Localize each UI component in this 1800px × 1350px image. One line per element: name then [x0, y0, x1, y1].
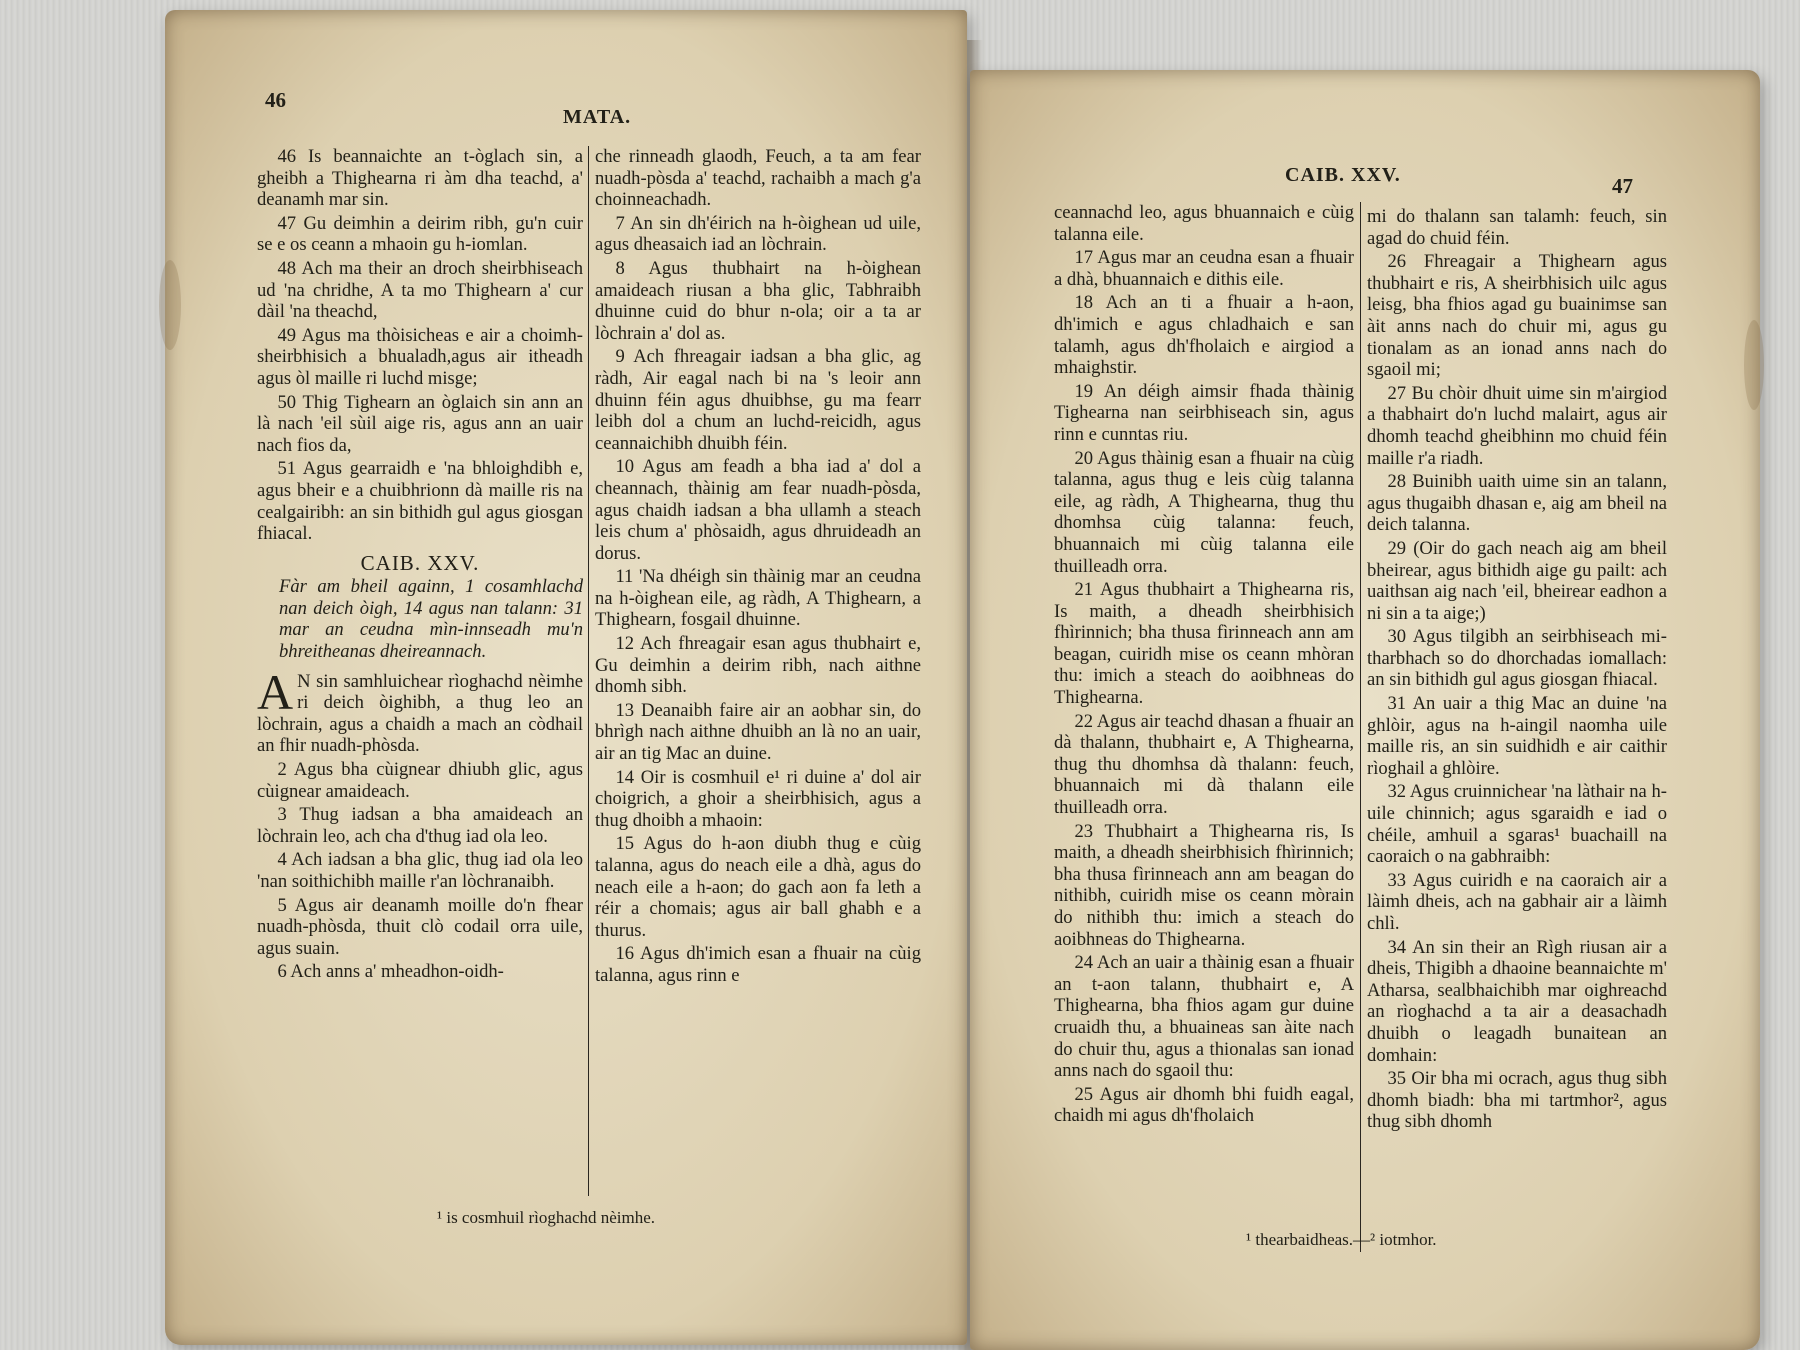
verse-paragraph: 9 Ach fhreagair iadsan a bha glic, ag ràdh, Air eagal nach bi na 's leoir ann dhuinn féin agus dhuibhse, gu ma fearr leibh dol a chum an luchd-reicidh, agus ceannaichibh dhuibh féin.	[595, 346, 921, 454]
verse-paragraph: 48 Ach ma their an droch sheirbhiseach ud 'na chridhe, A ta mo Thighearn a' cur dàil 'na theachd,	[257, 257, 583, 323]
verse-paragraph: 2 Agus bha cùignear dhiubh glic, agus cùignear amaideach.	[257, 759, 583, 802]
verse-paragraph: 7 An sin dh'éirich na h-òighean ud uile, agus dheasaich iad an lòchrain.	[595, 212, 921, 256]
running-head: CAIB. XXV.	[1285, 164, 1401, 186]
verse-paragraph: 17 Agus mar an ceudna esan a fhuair a dhà, bhuannaich e dithis eile.	[1054, 247, 1354, 290]
verse-paragraph	[257, 663, 583, 757]
verse-paragraph: 32 Agus cruinnichear 'na làthair na h-uile chinnich; agus sgaraidh e iad o chéile, amhuil a sgaras¹ buachaill na caoraich o na gabhraibh:	[1367, 781, 1667, 868]
verse-paragraph: 50 Thig Tighearn an òglaich sin ann an là nach 'eil sùil aige ris, agus ann an uair nach fios da,	[257, 391, 583, 456]
text-column-left-2	[595, 146, 921, 989]
verse-paragraph: 19 An déigh aimsir fhada thàinig Tighearna nan seirbhiseach sin, agus rinn e cunntas riu.	[1054, 380, 1354, 445]
verse-paragraph: 27 Bu chòir dhuit uime sin m'airgiod a thabhairt do'n luchd malairt, agus air dhomh teachd gheibhinn mo chuid féin maille r'a riadh.	[1367, 382, 1667, 469]
verse-paragraph: 46 Is beannaichte an t-òglach sin, a gheibh a Thighearna ri àm dha teachd, a' deanamh mar sin.	[257, 146, 583, 211]
verse-paragraph: 49 Agus ma thòisicheas e air a choimh-sheirbhisich a bhualadh,agus air itheadh agus òl maille ri luchd misge;	[257, 324, 583, 389]
verse-continuation: mi do thalann san talamh: feuch, sin agad do chuid féin.	[1367, 206, 1667, 249]
verse-paragraph: 35 Oir bha mi ocrach, agus thug sibh dhomh biadh: bha mi tartmhor², agus thug sibh dhomh	[1367, 1068, 1667, 1133]
verse-paragraph: 12 Ach fhreagair esan agus thubhairt e, Gu deimhin a deirim ribh, nach aithne dhomh sibh.	[595, 633, 921, 698]
page-number: 46	[265, 88, 286, 112]
verse-text: N sin samhluichear rìoghachd nèimhe ri deich òighibh, a thug leo an lòchrain, agus a chaidh a mach an còdhail an fhir nuadh-phòsda.	[257, 670, 583, 757]
column-rule	[588, 146, 589, 1196]
verse-paragraph: 30 Agus tilgibh an seirbhiseach mi-tharbhach so do dhorchadas iomallach: an sin bithidh gul agus giosgan fhiacal.	[1367, 626, 1667, 691]
footnote: ¹ thearbaidheas.—² iotmhor.	[1246, 1230, 1437, 1249]
right-page	[970, 70, 1760, 1350]
chapter-summary: Fàr am bheil againn, 1 cosamhlachd nan deich òigh, 14 agus nan talann: 31 mar an ceudna mìn-innseadh mu'n bhreitheanas dheireannach.	[279, 576, 583, 663]
verse-paragraph: 47 Gu deimhin a deirim ribh, gu'n cuir se e os ceann a mhaoin gu h-iomlan.	[257, 212, 583, 256]
verse-paragraph: 11 'Na dhéigh sin thàinig mar an ceudna na h-òighean eile, ag ràdh, A Thighearn, a Thighearn, fosgail dhuinne.	[595, 566, 921, 631]
verse-paragraph: 51 Agus gearraidh e 'na bhloighdibh e, agus bheir e a chuibhrionn dà maille ris na cealgairibh: an sin bithidh gul agus giosgan fhiacal.	[257, 458, 583, 545]
verse-paragraph: 15 Agus do h-aon diubh thug e cùig talanna, agus do neach eile a dhà, agus do neach eile a h-aon; do gach aon fa leth a réir a chomais; agus air ball ghabh e a thurus.	[595, 833, 921, 941]
verse-paragraph: 5 Agus air deanamh moille do'n fhear nuadh-phòsda, thuit clò codail orra uile, agus suain.	[257, 894, 583, 959]
page-stain	[1744, 320, 1764, 410]
verse-paragraph: 16 Agus dh'imich esan a fhuair na cùig talanna, agus rinn e	[595, 943, 921, 986]
verse-paragraph: 33 Agus cuiridh e na caoraich air a làimh dheis, ach na gabhair air a làimh chlì.	[1367, 869, 1667, 934]
verse-paragraph: 18 Ach an ti a fhuair a h-aon, dh'imich e agus chladhaich e san talamh, agus dh'fholaich e airgiod a mhaighstir.	[1054, 292, 1354, 379]
running-head: MATA.	[563, 106, 632, 128]
drop-cap: A	[257, 663, 294, 720]
text-column-left-1	[257, 146, 583, 985]
verse-paragraph: 3 Thug iadsan a bha amaideach an lòchrain leo, ach cha d'thug iad ola leo.	[257, 804, 583, 847]
verse-paragraph: 29 (Oir do gach neach aig am bheil bheirear, agus bithidh aige gu pailt: ach uaithsan aig nach 'eil, bheirear eadhon a ni sin a ta aige;)	[1367, 537, 1667, 624]
verse-paragraph: 23 Thubhairt a Thighearna ris, Is maith, a dheadh sheirbhisich fhìrinnich; bha thusa fìrinneach ann am beagan do nithibh, cuiridh mise os ceann mòrain do nithibh thu: imich a steach do aoibhneas do Thighearna.	[1054, 820, 1354, 950]
verse-paragraph: 26 Fhreagair a Thighearn agus thubhairt e ris, A sheirbhisich uilc agus leisg, bha fhios agad gu buainimse san àit anns nach do chuir mi, agus gu tionalam as an ionad anns nach do sgaoil mi;	[1367, 251, 1667, 381]
verse-paragraph: 21 Agus thubhairt a Thighearna ris, Is maith, a dheadh sheirbhisich fhìrinnich; bha thusa fìrinneach ann am beagan, cuiridh mise os ceann mhòran thu: imich a steach do aoibhneas do Thighearna.	[1054, 579, 1354, 709]
text-column-right-1	[1054, 202, 1354, 1129]
verse-paragraph: 22 Agus air teachd dhasan a fhuair an dà thalann, thubhairt e, A Thighearna, thug thu dhomhsa dà thalann: feuch, bhuannaich mi dà thalann eile thuilleadh orra.	[1054, 710, 1354, 819]
verse-continuation: ceannachd leo, agus bhuannaich e cùig talanna eile.	[1054, 202, 1354, 245]
verse-paragraph: 25 Agus air dhomh bhi fuidh eagal, chaidh mi agus dh'fholaich	[1054, 1083, 1354, 1127]
verse-continuation: che rinneadh glaodh, Feuch, a ta am fear nuadh-pòsda a' teachd, rachaibh a mach g'a choinneachadh.	[595, 146, 921, 211]
verse-paragraph: 6 Ach anns a' mheadhon-oidh-	[277, 961, 504, 983]
verse-paragraph: 34 An sin their an Rìgh riusan air a dheis, Thigibh a dhaoine beannaichte m' Atharsa, sealbhaichibh mar oighreachd an rìoghachd a ta air a deasachadh dhuibh o leagadh bunaitean an domhain:	[1367, 936, 1667, 1066]
verse-paragraph: 10 Agus am feadh a bha iad a' dol a cheannach, thàinig am fear nuadh-pòsda, agus chaidh iadsan a bha ullamh a steach leis chum a' phòsaidh, agus dhruideadh an dorus.	[595, 456, 921, 564]
verse-paragraph: 13 Deanaibh faire air an aobhar sin, do bhrìgh nach aithne dhuibh an là no an uair, air an tig Mac an duine.	[595, 699, 921, 765]
verse-paragraph: 14 Oir is cosmhuil e¹ ri duine a' dol air choigrich, a ghoir a sheirbhisich, agus a thug dhoibh a mhaoin:	[595, 766, 921, 831]
column-rule	[1360, 202, 1361, 1252]
footnote: ¹ is cosmhuil rìoghachd nèimhe.	[437, 1208, 656, 1227]
chapter-heading: CAIB. XXV.	[360, 550, 480, 575]
verse-paragraph: 24 Ach an uair a thàinig esan a fhuair an t-aon talann, thubhairt e, A Thighearna, bha fhios agam gur duine cruaidh thu, a bhuaineas san àite nach do chuir thu, agus a thionalas san ionad anns nach do sgaoil thu:	[1054, 952, 1354, 1082]
verse-paragraph: 8 Agus thubhairt na h-òighean amaideach riusan a bha glic, Tabhraibh dhuinne cuid do bhur n-ola; oir a ta ar lòchrain a' dol as.	[595, 257, 921, 344]
page-stain	[159, 260, 181, 350]
verse-paragraph: 31 An uair a thig Mac an duine 'na ghlòir, agus na h-aingil naomha uile maille ris, an sin suidhidh e air caithir rìoghail a ghlòire.	[1367, 693, 1667, 779]
verse-paragraph: 20 Agus thàinig esan a fhuair na cùig talanna, agus thug e leis cùig talanna eile, ag ràdh, A Thighearna, thug thu dhomhsa cùig talanna: feuch, bhuannaich mi cùig talanna eile thuilleadh orra.	[1054, 447, 1354, 577]
verse-paragraph: 28 Buinibh uaith uime sin an talann, agus thugaibh dhasan e, aig am bheil na deich talanna.	[1367, 471, 1667, 536]
text-column-right-2	[1367, 206, 1667, 1135]
verse-paragraph: 4 Ach iadsan a bha glic, thug iad ola leo 'nan soithichibh maille r'an lòchranaibh.	[257, 849, 583, 892]
left-page	[165, 10, 967, 1345]
page-number: 47	[1612, 174, 1633, 198]
